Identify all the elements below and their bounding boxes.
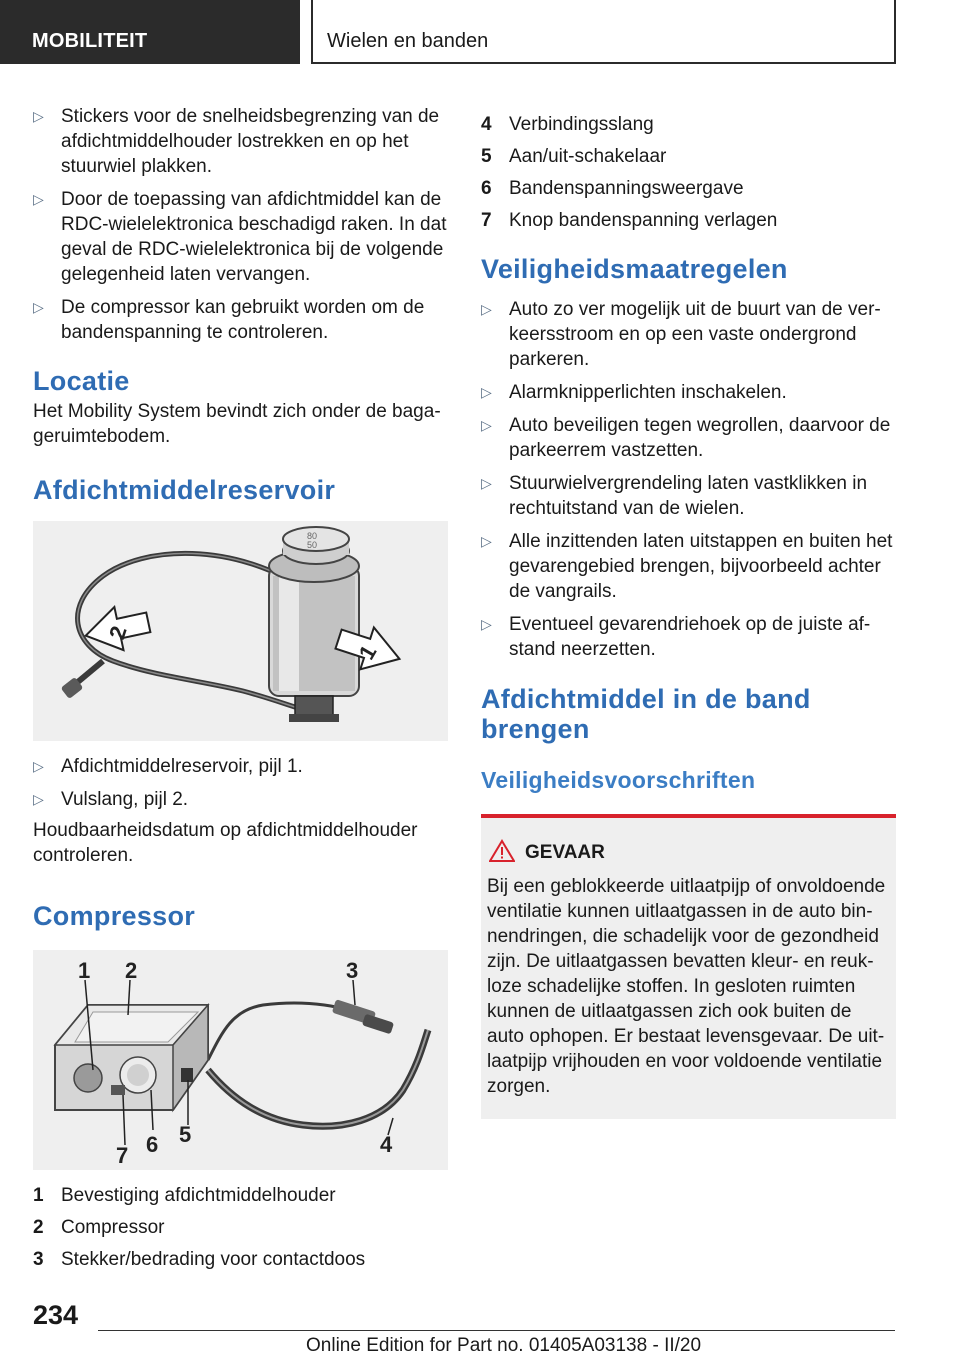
- gauge-label-50: 50: [307, 540, 318, 550]
- safety-bullet-list: [481, 297, 896, 662]
- bullet-arrow-icon: ▷: [33, 758, 44, 774]
- reservoir-text: Houdbaarheidsdatum op afdichtmiddelhouder controleren.: [33, 820, 418, 866]
- reservoir-heading: Afdichtmiddelreservoir: [33, 475, 336, 505]
- bullet-arrow-icon: ▷: [481, 616, 492, 632]
- chapter-title: Wielen en banden: [327, 30, 489, 52]
- list-item: ▷ Door de toepassing van afdichtmiddel kan de RDC-wielelektronica beschadigd raken. In dat geval de RDC-wielelektronica bij de volgende gelegenheid laten vervangen.: [33, 189, 447, 285]
- right-column: [481, 100, 896, 1119]
- list-item: ▷ Stickers voor de snelheidsbegrenzing van de afdichtmiddelhouder lostrekken en op het stuurwiel plakken.: [33, 106, 440, 177]
- compressor-illustration: [33, 950, 448, 1170]
- list-item: 4 Verbindingsslang: [481, 114, 654, 135]
- callout-3: 3: [346, 958, 359, 983]
- bullet-arrow-icon: ▷: [33, 791, 44, 807]
- safety-heading: Veiligheidsmaatregelen: [481, 254, 788, 284]
- bullet-arrow-icon: ▷: [481, 384, 492, 400]
- page-number: 234: [33, 1300, 79, 1330]
- list-item: 5 Aan/uit-schakelaar: [481, 146, 667, 167]
- callout-4: 4: [380, 1132, 393, 1157]
- list-item: 2 Compressor: [33, 1217, 165, 1238]
- bullet-arrow-icon: ▷: [481, 417, 492, 433]
- list-item: ▷ Alle inzittenden laten uitstappen en buiten het gevarengebied brengen, bijvoorbeeld achter de vangrails.: [481, 531, 893, 602]
- arrow-2-label: 2: [104, 622, 132, 643]
- arrow-1-label: 1: [353, 640, 382, 664]
- callout-1: 1: [78, 958, 91, 983]
- bullet-arrow-icon: ▷: [481, 475, 492, 491]
- locatie-heading: Locatie: [33, 366, 130, 396]
- section-title: MOBILITEIT: [32, 30, 148, 52]
- chapter-tab: [311, 0, 896, 64]
- list-item: ▷ Auto zo ver mogelijk uit de buurt van de verkeersstroom en op een vaste ondergrond parkeren.: [481, 299, 881, 370]
- rules-heading: Veiligheidsvoorschriften: [481, 767, 756, 793]
- bullet-arrow-icon: ▷: [481, 301, 492, 317]
- section-tab: [0, 0, 300, 64]
- danger-box: [481, 814, 896, 1119]
- list-item: ▷ Alarmknipperlichten inschakelen.: [481, 382, 787, 403]
- list-item: ▷ Afdichtmiddelreservoir, pijl 1.: [33, 756, 303, 777]
- callout-5: 5: [179, 1122, 192, 1147]
- footer-divider: [98, 1330, 895, 1331]
- list-item: 1 Bevestiging afdichtmiddelhouder: [33, 1185, 336, 1206]
- list-item: 7 Knop bandenspanning verlagen: [481, 210, 778, 231]
- compressor-figure: [33, 950, 448, 1170]
- reservoir-illustration: [33, 521, 448, 741]
- callout-7: 7: [116, 1143, 129, 1168]
- list-item: 3 Stekker/bedrading voor contactdoos: [33, 1249, 366, 1270]
- left-column: [33, 100, 448, 1279]
- reservoir-bullet-list: [33, 754, 448, 812]
- gauge-label-80: 80: [307, 531, 318, 541]
- danger-text: Bij een geblokkeerde uitlaatpijp of onvoldoende ventilatie kunnen uitlaatgassen in de auto binnendringen, die schadelijk voor de gezondheid zijn. De uitlaatgassen bevatten kleur- en reukloze schadelijke stoffen. In gesloten ruimten kunnen de uitlaatgassen zich ook buiten de auto ophopen. Er bestaat levensgevaar. De uitlaatpijp vrijhouden en voor voldoende ventilatie zorgen.: [487, 876, 886, 1097]
- callout-6: 6: [146, 1132, 159, 1157]
- bullet-arrow-icon: ▷: [481, 533, 492, 549]
- compressor-parts-list: [33, 1183, 448, 1272]
- compressor-parts-list-continued: [481, 112, 896, 233]
- bullet-arrow-icon: ▷: [33, 108, 44, 124]
- compressor-heading: Compressor: [33, 901, 196, 931]
- inject-heading: Afdichtmiddel in de band brengen: [481, 684, 811, 744]
- bullet-arrow-icon: ▷: [33, 191, 44, 207]
- list-item: ▷ Stuurwielvergrendeling laten vastklikken in rechtuitstand van de wielen.: [481, 473, 868, 519]
- locatie-text: Het Mobility System bevindt zich onder de bagageruimtebodem.: [33, 401, 441, 447]
- list-item: 6 Bandenspanningsweergave: [481, 178, 744, 199]
- list-item: ▷ Auto beveiligen tegen wegrollen, daarvoor de parkeerrem vastzetten.: [481, 415, 891, 461]
- reservoir-figure: [33, 521, 448, 741]
- list-item: ▷ Eventueel gevarendriehoek op de juiste afstand neerzetten.: [481, 614, 871, 660]
- list-item: ▷ Vulslang, pijl 2.: [33, 789, 189, 810]
- list-item: ▷ De compressor kan gebruikt worden om de bandenspanning te controleren.: [33, 297, 425, 343]
- danger-title: GEVAAR: [525, 842, 888, 864]
- bullet-arrow-icon: ▷: [33, 299, 44, 315]
- callout-2: 2: [125, 958, 138, 983]
- edition-note: Online Edition for Part no. 01405A03138 - II/20: [306, 1335, 702, 1356]
- intro-bullet-list: [33, 104, 448, 345]
- warning-triangle-icon: [489, 839, 515, 863]
